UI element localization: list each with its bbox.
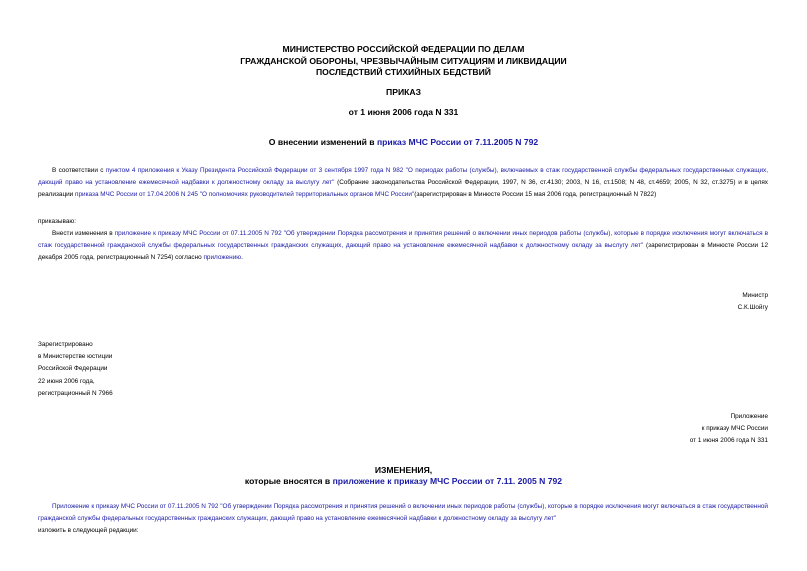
preamble-text-1: В соответствии с <box>52 167 106 174</box>
order-text-1: Внести изменения в <box>52 230 115 237</box>
changes-subtitle-link[interactable]: приложение к приказу МЧС России от 7.11. 2005 N 792 <box>332 476 563 486</box>
ministry-line-2: ГРАЖДАНСКОЙ ОБОРОНЫ, ЧРЕЗВЫЧАЙНЫМ СИТУАЦИЯМ И ЛИКВИДАЦИИ <box>240 55 567 66</box>
preamble-text-2: (Собрание законодательства Российской Федерации, 1997, N 36, ст.4130; 2003, N 16, ст.1508; N 48, ст.4659; 2005, N 32, ст.3275) и в целях реализации <box>38 179 768 199</box>
ministry-line-3: ПОСЛЕДСТВИЙ СТИХИЙНЫХ БЕДСТВИЙ <box>315 67 491 77</box>
registration-line-4: 22 июня 2006 года, <box>38 377 95 385</box>
doc-date: от 1 июня 2006 года N 331 <box>348 107 459 117</box>
doc-type: ПРИКАЗ <box>386 87 421 97</box>
preamble-paragraph <box>38 165 768 202</box>
appendix-ref-line-3: от 1 июня 2006 года N 331 <box>689 437 768 445</box>
decree-link[interactable]: пунктом 4 приложения к Указу Президента Российской Федерации от 3 сентября 1997 года N 982 "О периодах работы (службы), включаемых в стаж государственной службы федеральных государственных служащих, дающий право на установление ежемесячной надбавки к должностному окладу за выслугу лет" <box>38 167 768 187</box>
order-245-link[interactable]: приказа МЧС России от 17.04.2006 N 245 "О полномочиях руководителей территориальных органов МЧС России" <box>75 191 415 199</box>
order-text-2: (зарегистрирован в Минюсте России 12 декабря 2005 года, регистрационный N 7254) согласно <box>38 242 768 262</box>
changes-body-tail: изложить в следующей редакции: <box>38 527 139 534</box>
changes-body-link[interactable]: Приложение к приказу МЧС России от 07.11.2005 N 792 "Об утверждении Порядка рассмотрения и принятия решений о включении иных периодов работы (службы), которые в порядке исключения могут включаться в стаж государственной гражданской службы федеральных государственных гражданских служащих, дающий право на установление ежемесячной надбавки к должностному окладу за выслугу лет" <box>38 503 768 523</box>
order-792-link[interactable]: приложение к приказу МЧС России от 07.11.2005 N 792 "Об утверждении Порядка рассмотрения и принятия решений о включении иных периодов работы (службы), которые в порядке исключения могут включаться в стаж государственной гражданской службы федеральных государственных гражданских служащих, дающий право на установление ежемесячной надбавки к должностному окладу за выслугу лет" <box>38 230 768 250</box>
registration-block <box>38 339 113 400</box>
changes-subtitle-prefix: которые вносятся в <box>244 476 333 486</box>
registration-line-2: в Министерстве юстиции <box>38 353 113 361</box>
changes-title: ИЗМЕНЕНИЯ, <box>374 465 433 475</box>
doc-subject <box>0 137 807 149</box>
doc-subject-prefix: О внесении изменений в <box>268 137 377 147</box>
signature-block <box>560 290 768 314</box>
subject-link[interactable]: приказ МЧС России от 7.11.2005 N 792 <box>376 137 539 147</box>
ministry-line-1: МИНИСТЕРСТВО РОССИЙСКОЙ ФЕДЕРАЦИИ ПО ДЕЛАМ <box>282 44 525 54</box>
registration-line-5: регистрационный N 7966 <box>38 389 113 397</box>
order-text-3: . <box>241 254 243 262</box>
appendix-ref-line-2: к приказу МЧС России <box>701 425 768 433</box>
signature-title: Министр <box>742 292 768 299</box>
changes-subtitle <box>0 476 807 488</box>
appendix-ref-line-1: Приложение <box>730 413 768 420</box>
appendix-reference <box>560 411 768 448</box>
order-word: приказываю: <box>38 218 76 225</box>
preamble-text-3: (зарегистрирован в Минюсте России 15 мая 2006 года, регистрационный N 7822) <box>414 191 657 199</box>
order-paragraph <box>38 228 768 265</box>
signature-name: С.К.Шойгу <box>737 304 768 312</box>
registration-line-1: Зарегистрировано <box>38 341 93 348</box>
appendix-link[interactable]: приложению <box>203 254 242 262</box>
registration-line-3: Российской Федерации <box>38 365 108 373</box>
changes-body <box>38 501 768 525</box>
ministry-name <box>0 44 807 79</box>
